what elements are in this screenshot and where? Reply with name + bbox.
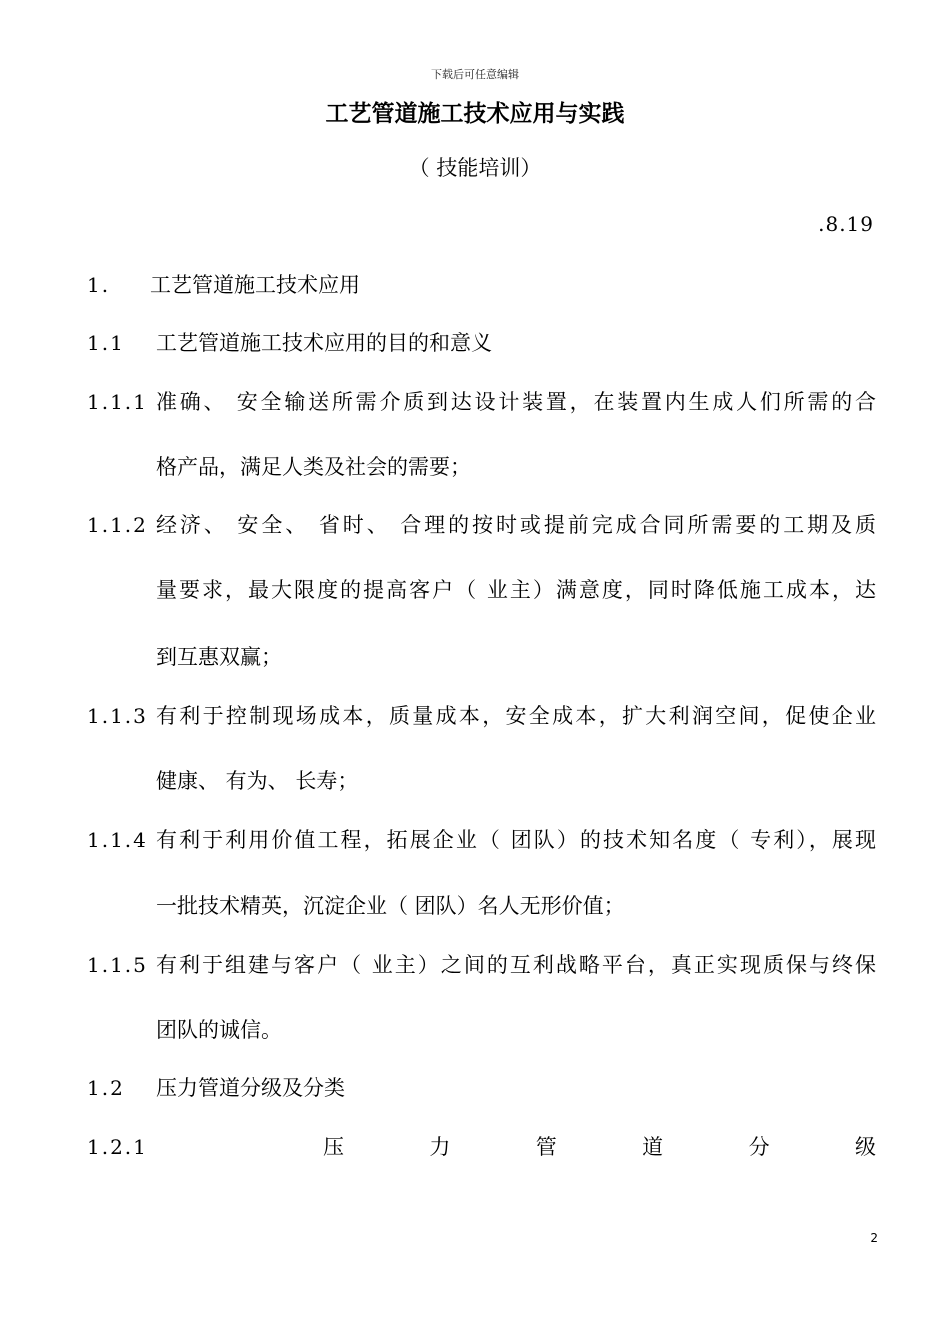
paragraph-line — [0, 701, 950, 731]
paragraph-line — [0, 825, 950, 855]
heading-char: 分 — [748, 1135, 770, 1159]
heading-char: 道 — [642, 1135, 664, 1159]
section-number: 1.1 — [87, 331, 125, 355]
paragraph-text: 量要求，最大限度的提高客户（ 业主）满意度，同时降低施工成本，达 — [156, 578, 876, 602]
section-number: 1.1.3 — [87, 704, 148, 728]
paragraph-line — [0, 575, 950, 605]
paragraph-text: 准确、 安全输送所需介质到达设计装置，在装置内生成人们所需的合 — [156, 390, 876, 414]
paragraph-text: 格产品，满足人类及社会的需要； — [156, 455, 471, 479]
header-watermark: 下载后可任意编辑 — [431, 68, 519, 81]
heading-char: 级 — [854, 1135, 876, 1159]
section-text: 压力管道分级及分类 — [156, 1076, 345, 1100]
paragraph-line — [0, 950, 950, 980]
section-text: 工艺管道施工技术应用的目的和意义 — [156, 331, 492, 355]
page-number: 2 — [870, 1231, 878, 1245]
paragraph-line — [0, 1015, 950, 1045]
heading-char: 管 — [535, 1135, 557, 1159]
paragraph-text: 到互惠双赢； — [156, 645, 282, 669]
paragraph-text: 团队的诚信。 — [156, 1018, 282, 1042]
paragraph-line — [0, 642, 950, 672]
section-number: 1.2.1 — [87, 1135, 148, 1159]
document-subtitle: （ 技能培训） — [408, 156, 542, 180]
section-number: 1.1.1 — [87, 390, 148, 414]
paragraph-line — [0, 891, 950, 921]
paragraph-line — [0, 452, 950, 482]
paragraph-line — [0, 387, 950, 417]
paragraph-text: 健康、 有为、 长寿； — [156, 769, 359, 793]
paragraph-text: 有利于控制现场成本，质量成本，安全成本，扩大利润空间，促使企业 — [156, 704, 876, 728]
section-heading — [0, 1073, 950, 1103]
section-number: 1.1.2 — [87, 513, 148, 537]
paragraph-line — [0, 766, 950, 796]
section-number: 1.1.5 — [87, 953, 148, 977]
section-heading — [0, 328, 950, 358]
paragraph-text: 一批技术精英，沉淀企业（ 团队）名人无形价值； — [156, 894, 625, 918]
paragraph-line — [0, 510, 950, 540]
section-number: 1. — [87, 273, 111, 297]
section-heading — [0, 1132, 950, 1162]
heading-char: 压 — [323, 1135, 344, 1159]
paragraph-text: 有利于利用价值工程，拓展企业（ 团队）的技术知名度（ 专利），展现 — [156, 828, 876, 852]
heading-char: 力 — [429, 1135, 451, 1159]
section-text: 工艺管道施工技术应用 — [150, 273, 360, 297]
paragraph-text: 有利于组建与客户（ 业主）之间的互利战略平台，真正实现质保与终保 — [156, 953, 876, 977]
section-number: 1.2 — [87, 1076, 125, 1100]
paragraph-text: 经济、 安全、 省时、 合理的按时或提前完成合同所需要的工期及质 — [156, 513, 876, 537]
document-date: .8.19 — [818, 212, 874, 236]
section-heading — [0, 270, 950, 300]
spread-heading-text — [323, 1132, 876, 1162]
section-number: 1.1.4 — [87, 828, 148, 852]
document-title: 工艺管道施工技术应用与实践 — [325, 101, 625, 127]
